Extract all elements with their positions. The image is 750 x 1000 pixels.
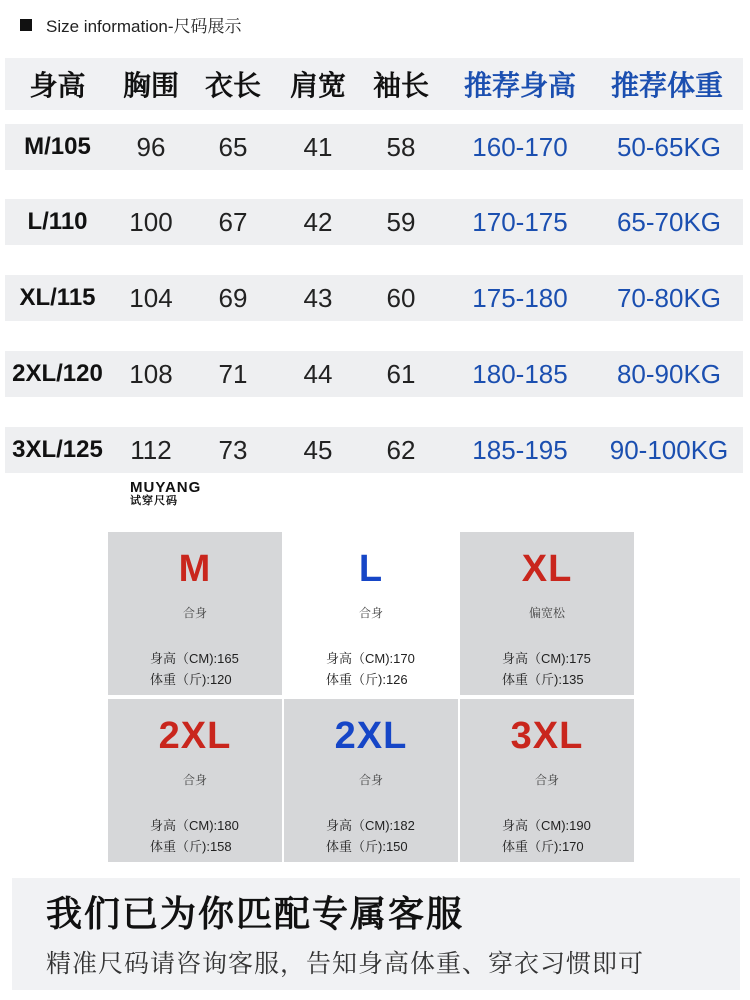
service-banner [12, 878, 740, 990]
cell-shoulder: 44 [303, 358, 333, 389]
fit-card-weight: 体重（斤):120 [150, 672, 232, 687]
cell-length: 71 [218, 358, 248, 389]
cell-rec-weight: 50-65KG [616, 131, 722, 162]
size-table-header [5, 58, 743, 110]
service-description: 精准尺码请咨询客服，告知身高体重、穿衣习惯即可 [46, 950, 645, 978]
fit-card-height: 身高（CM):175 [502, 651, 591, 666]
section-header [20, 12, 242, 37]
cell-length: 67 [218, 206, 248, 237]
fit-card-weight: 体重（斤):135 [502, 672, 584, 687]
cell-chest: 100 [129, 206, 173, 237]
cell-rec-height: 185-195 [472, 434, 568, 465]
cell-chest: 108 [129, 358, 173, 389]
fit-card-size: M [178, 548, 212, 590]
col-header-rec-height: 推荐身高 [463, 70, 576, 101]
cell-shoulder: 41 [303, 131, 333, 162]
fit-card-weight: 体重（斤):158 [150, 839, 232, 854]
col-header-chest: 胸围 [122, 70, 179, 101]
cell-rec-weight: 70-80KG [616, 282, 722, 313]
cell-size: M/105 [24, 133, 91, 160]
brand-block [130, 480, 201, 507]
fit-card-size: 2XL [158, 715, 232, 757]
cell-rec-height: 160-170 [472, 131, 568, 162]
service-title: 我们已为你匹配专属客服 [46, 893, 465, 934]
fit-card-height: 身高（CM):180 [150, 818, 239, 833]
col-header-height: 身高 [29, 70, 86, 101]
fit-card [284, 532, 458, 695]
cell-chest: 104 [129, 282, 173, 313]
cell-sleeve: 58 [386, 131, 416, 162]
cell-sleeve: 61 [386, 358, 416, 389]
col-header-length: 衣长 [204, 70, 261, 101]
cell-chest: 96 [136, 131, 166, 162]
cell-sleeve: 62 [386, 434, 416, 465]
fit-card-size: L [358, 548, 384, 590]
fit-card-height: 身高（CM):170 [326, 651, 415, 666]
cell-length: 73 [218, 434, 248, 465]
cell-shoulder: 42 [303, 206, 333, 237]
fit-card-height: 身高（CM):190 [502, 818, 591, 833]
cell-size: L/110 [27, 208, 88, 235]
table-row [5, 124, 743, 170]
fit-card-fit: 合身 [358, 606, 383, 620]
section-title: Size information-尺码展示 [46, 17, 242, 36]
cell-length: 65 [218, 131, 248, 162]
cell-sleeve: 59 [386, 206, 416, 237]
fit-card-height: 身高（CM):165 [150, 651, 239, 666]
fit-card-weight: 体重（斤):170 [502, 839, 584, 854]
table-row [5, 427, 743, 473]
fit-card-size: XL [521, 548, 573, 590]
brand-subtitle: 试穿尺码 [130, 494, 178, 507]
cell-rec-height: 175-180 [472, 282, 568, 313]
col-header-shoulder: 肩宽 [289, 70, 346, 101]
fit-card [108, 532, 282, 695]
fit-card-weight: 体重（斤):126 [326, 672, 408, 687]
cell-rec-weight: 65-70KG [616, 206, 722, 237]
fit-card-size: 3XL [510, 715, 584, 757]
cell-shoulder: 43 [303, 282, 333, 313]
cell-size: XL/115 [19, 284, 96, 311]
cell-shoulder: 45 [303, 434, 333, 465]
fit-card-height: 身高（CM):182 [326, 818, 415, 833]
fit-card-fit: 偏宽松 [528, 606, 565, 620]
fit-card [284, 699, 458, 862]
cell-size: 3XL/125 [12, 436, 103, 463]
cell-chest: 112 [130, 434, 172, 465]
fit-card-fit: 合身 [358, 773, 383, 787]
fit-card-size: 2XL [334, 715, 408, 757]
cell-rec-weight: 80-90KG [616, 358, 722, 389]
fit-card-fit: 合身 [182, 606, 207, 620]
cell-length: 69 [218, 282, 248, 313]
col-header-sleeve: 袖长 [372, 70, 429, 101]
square-bullet-icon [20, 19, 32, 31]
brand-name: MUYANG [130, 479, 202, 496]
col-header-rec-weight: 推荐体重 [610, 70, 723, 101]
cell-size: 2XL/120 [12, 360, 103, 387]
fit-card [460, 699, 634, 862]
table-row [5, 275, 743, 321]
table-row [5, 351, 743, 397]
fit-card-fit: 合身 [534, 773, 559, 787]
cell-sleeve: 60 [386, 282, 416, 313]
fit-card-weight: 体重（斤):150 [326, 839, 408, 854]
cell-rec-height: 170-175 [472, 206, 568, 237]
cell-rec-weight: 90-100KG [609, 434, 729, 465]
table-row [5, 199, 743, 245]
fit-card [460, 532, 634, 695]
fit-card-grid [108, 532, 636, 862]
fit-card [108, 699, 282, 862]
fit-card-fit: 合身 [182, 773, 207, 787]
cell-rec-height: 180-185 [472, 358, 568, 389]
